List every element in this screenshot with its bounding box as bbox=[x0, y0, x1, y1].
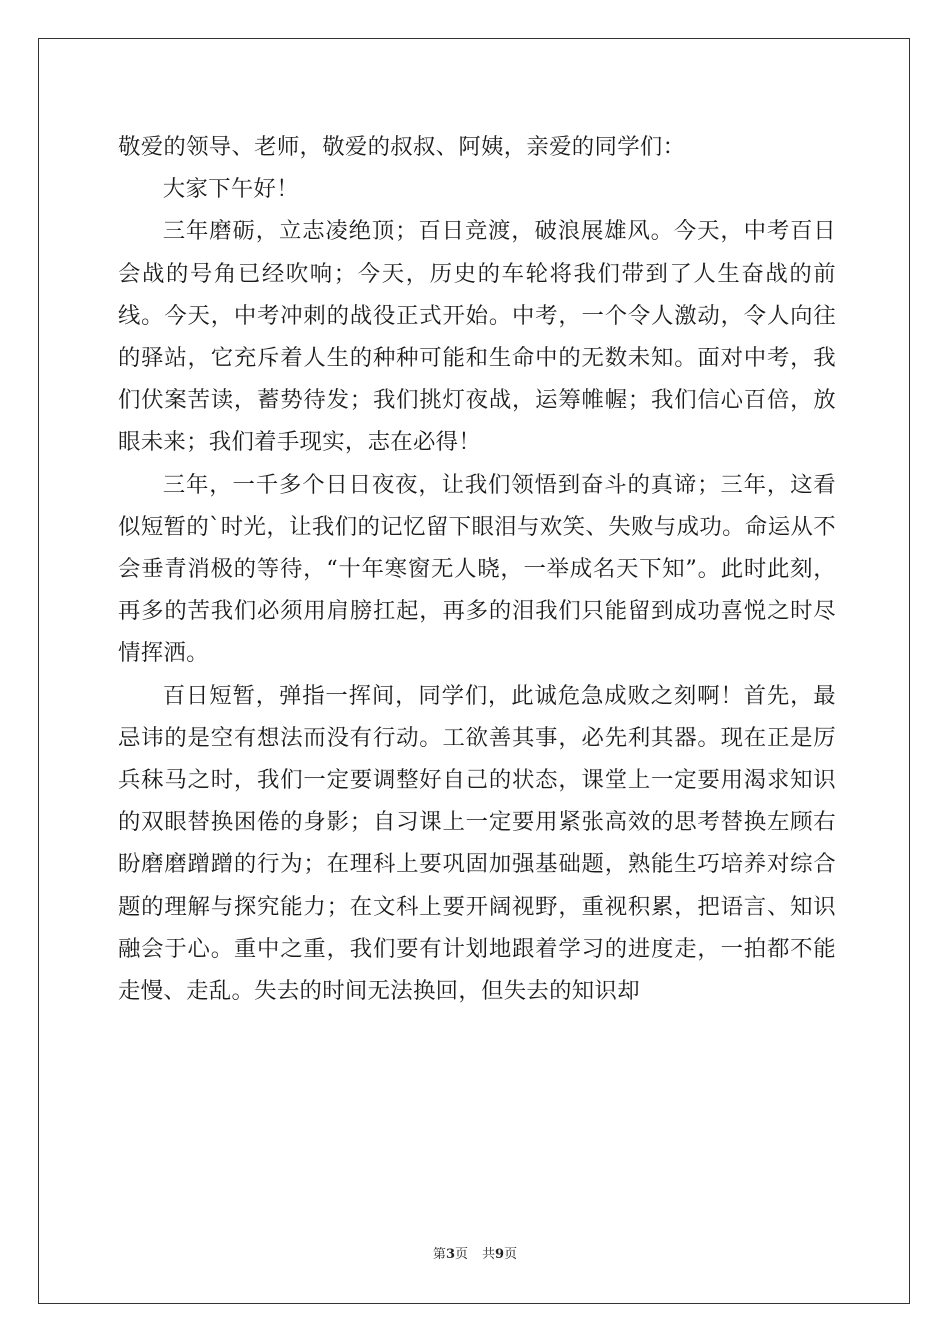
body-paragraph: 三年，一千多个日日夜夜，让我们领悟到奋斗的真谛；三年，这看似短暂的`时光，让我们的记忆留下眼泪与欢笑、失败与成功。命运从不会垂青消极的等待，“十年寒窗无人晓，一举成名天下知”。此时此刻，再多的苦我们必须用肩膀扛起，再多的泪我们只能留到成功喜悦之时尽情挥洒。 bbox=[118, 471, 836, 667]
body-paragraph: 三年磨砺，立志凌绝顶；百日竞渡，破浪展雄风。今天，中考百日会战的号角已经吹响；今天，历史的车轮将我们带到了人生奋战的前线。今天，中考冲刺的战役正式开始。中考，一个令人激动，令人向往的驿站，它充斥着人生的种种可能和生命中的无数未知。面对中考，我们伏案苦读，蓄势待发；我们挑灯夜战，运筹帷幄；我们信心百倍，放眼未来；我们着手现实，志在必得！ bbox=[118, 218, 836, 456]
total-page-count: 9 bbox=[495, 1247, 505, 1262]
body-paragraph: 百日短暂，弹指一挥间，同学们，此诚危急成败之刻啊！首先，最忌讳的是空有想法而没有行动。工欲善其事，必先利其器。现在正是厉兵秣马之时，我们一定要调整好自己的状态，课堂上一定要用渴求知识的双眼替换困倦的身影；自习课上一定要用紧张高效的思考替换左顾右盼磨磨蹭蹭的行为；在理科上要巩固加强基础题，熟能生巧培养对综合题的理解与探究能力；在文科上要开阔视野，重视积累，把语言、知识融会于心。重中之重，我们要有计划地跟着学习的进度走，一拍都不能走慢、走乱。失去的时间无法换回，但失去的知识却 bbox=[118, 682, 836, 1005]
document-body bbox=[118, 126, 836, 1012]
total-pages-label bbox=[482, 1247, 517, 1262]
total-suffix: 页 bbox=[504, 1247, 518, 1262]
greeting-paragraph: 大家下午好！ bbox=[162, 176, 299, 203]
total-prefix: 共 bbox=[482, 1247, 496, 1262]
salutation-paragraph: 敬爱的领导、老师，敬爱的叔叔、阿姨，亲爱的同学们： bbox=[118, 134, 686, 160]
page-footer bbox=[0, 1247, 950, 1263]
page-prefix: 第 bbox=[432, 1247, 446, 1262]
page-suffix: 页 bbox=[454, 1247, 468, 1262]
page-number-label bbox=[433, 1247, 468, 1262]
current-page-number: 3 bbox=[445, 1247, 455, 1262]
